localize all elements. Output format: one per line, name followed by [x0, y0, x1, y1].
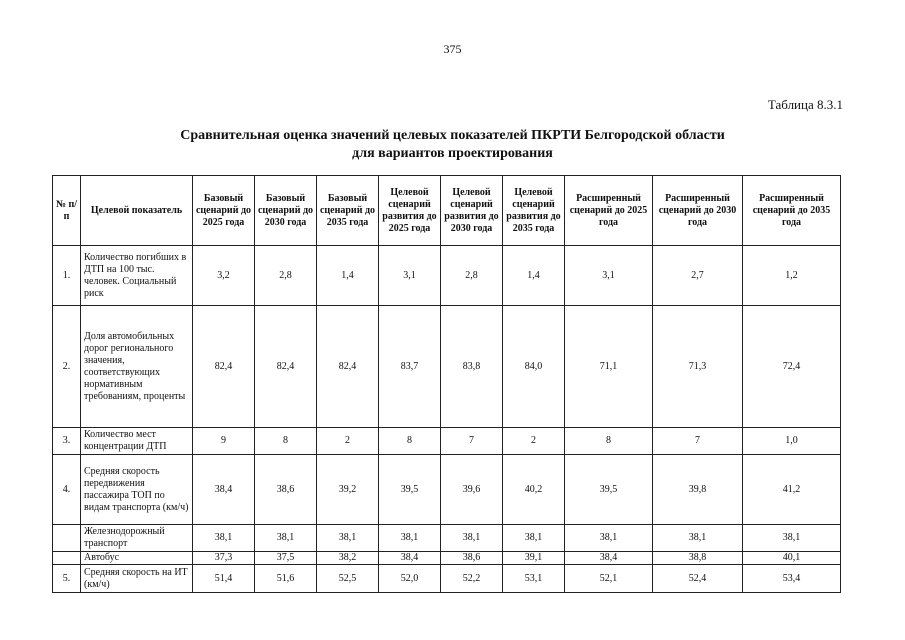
- cell-value: 38,1: [193, 525, 255, 552]
- cell-value: 7: [441, 428, 503, 455]
- header-col: Целевой сценарий развития до 2025 года: [379, 176, 441, 246]
- cell-value: 39,5: [379, 455, 441, 525]
- cell-value: 3,1: [565, 246, 653, 306]
- cell-value: 51,4: [193, 565, 255, 593]
- cell-value: 9: [193, 428, 255, 455]
- header-col: Расширенный сценарий до 2035 года: [743, 176, 841, 246]
- cell-value: 37,5: [255, 552, 317, 565]
- row-num: 5.: [53, 565, 81, 593]
- cell-value: 83,7: [379, 306, 441, 428]
- header-col: Целевой сценарий развития до 2035 года: [503, 176, 565, 246]
- cell-value: 2: [317, 428, 379, 455]
- table-row: [53, 306, 841, 428]
- cell-value: 39,6: [441, 455, 503, 525]
- cell-value: 39,1: [503, 552, 565, 565]
- row-num: [53, 525, 81, 552]
- cell-value: 52,1: [565, 565, 653, 593]
- row-name: Количество мест концентрации ДТП: [81, 428, 193, 455]
- cell-value: 40,2: [503, 455, 565, 525]
- cell-value: 1,0: [743, 428, 841, 455]
- row-name: Средняя скорость передвижения пассажира ТОП по видам транспорта (км/ч): [81, 455, 193, 525]
- cell-value: 53,1: [503, 565, 565, 593]
- cell-value: 38,1: [653, 525, 743, 552]
- cell-value: 8: [255, 428, 317, 455]
- table-row: [53, 552, 841, 565]
- table-row: [53, 565, 841, 593]
- cell-value: 38,2: [317, 552, 379, 565]
- cell-value: 2: [503, 428, 565, 455]
- cell-value: 39,2: [317, 455, 379, 525]
- cell-value: 82,4: [193, 306, 255, 428]
- row-num: 3.: [53, 428, 81, 455]
- row-name: Количество погибших в ДТП на 100 тыс. человек. Социальный риск: [81, 246, 193, 306]
- cell-value: 51,6: [255, 565, 317, 593]
- cell-value: 38,1: [441, 525, 503, 552]
- cell-value: 8: [379, 428, 441, 455]
- cell-value: 38,1: [565, 525, 653, 552]
- table-row: [53, 428, 841, 455]
- cell-value: 82,4: [317, 306, 379, 428]
- cell-value: 2,8: [255, 246, 317, 306]
- cell-value: 72,4: [743, 306, 841, 428]
- title-line-1: Сравнительная оценка значений целевых показателей ПКРТИ Белгородской области: [180, 128, 725, 143]
- cell-value: 38,1: [255, 525, 317, 552]
- cell-value: 38,6: [441, 552, 503, 565]
- table-row: [53, 246, 841, 306]
- cell-value: 52,0: [379, 565, 441, 593]
- cell-value: 1,4: [317, 246, 379, 306]
- table-row: [53, 525, 841, 552]
- row-num: 1.: [53, 246, 81, 306]
- comparison-table: [52, 175, 841, 593]
- row-num: [53, 552, 81, 565]
- table-id: Таблица 8.3.1: [767, 97, 843, 112]
- cell-value: 52,5: [317, 565, 379, 593]
- row-name: Доля автомобильных дорог регионального значения, соответствующих нормативным требованиям, проценты: [81, 306, 193, 428]
- cell-value: 52,2: [441, 565, 503, 593]
- row-name: Средняя скорость на ИТ (км/ч): [81, 565, 193, 593]
- cell-value: 39,5: [565, 455, 653, 525]
- row-num: 4.: [53, 455, 81, 525]
- header-col: Базовый сценарий до 2035 года: [317, 176, 379, 246]
- cell-value: 38,4: [193, 455, 255, 525]
- header-indicator: Целевой показатель: [81, 176, 193, 246]
- header-row: [53, 176, 841, 246]
- header-col: Базовый сценарий до 2030 года: [255, 176, 317, 246]
- header-num: № п/п: [53, 176, 81, 246]
- row-name: Автобус: [81, 552, 193, 565]
- cell-value: 3,2: [193, 246, 255, 306]
- cell-value: 39,8: [653, 455, 743, 525]
- cell-value: 83,8: [441, 306, 503, 428]
- cell-value: 38,8: [653, 552, 743, 565]
- cell-value: 38,1: [379, 525, 441, 552]
- header-col: Расширенный сценарий до 2025 года: [565, 176, 653, 246]
- cell-value: 40,1: [743, 552, 841, 565]
- cell-value: 84,0: [503, 306, 565, 428]
- header-col: Расширенный сценарий до 2030 года: [653, 176, 743, 246]
- row-name: Железнодорожный транспорт: [81, 525, 193, 552]
- cell-value: 3,1: [379, 246, 441, 306]
- table-title: [0, 127, 905, 163]
- cell-value: 38,1: [743, 525, 841, 552]
- cell-value: 82,4: [255, 306, 317, 428]
- cell-value: 53,4: [743, 565, 841, 593]
- cell-value: 52,4: [653, 565, 743, 593]
- cell-value: 41,2: [743, 455, 841, 525]
- cell-value: 2,8: [441, 246, 503, 306]
- header-col: Целевой сценарий развития до 2030 года: [441, 176, 503, 246]
- table-row: [53, 455, 841, 525]
- cell-value: 38,4: [565, 552, 653, 565]
- cell-value: 38,1: [503, 525, 565, 552]
- cell-value: 71,1: [565, 306, 653, 428]
- row-num: 2.: [53, 306, 81, 428]
- header-col: Базовый сценарий до 2025 года: [193, 176, 255, 246]
- cell-value: 8: [565, 428, 653, 455]
- cell-value: 38,4: [379, 552, 441, 565]
- page-number: 375: [443, 42, 462, 56]
- cell-value: 71,3: [653, 306, 743, 428]
- cell-value: 38,6: [255, 455, 317, 525]
- cell-value: 37,3: [193, 552, 255, 565]
- title-line-2: для вариантов проектирования: [352, 146, 553, 161]
- cell-value: 1,2: [743, 246, 841, 306]
- cell-value: 7: [653, 428, 743, 455]
- cell-value: 38,1: [317, 525, 379, 552]
- cell-value: 1,4: [503, 246, 565, 306]
- cell-value: 2,7: [653, 246, 743, 306]
